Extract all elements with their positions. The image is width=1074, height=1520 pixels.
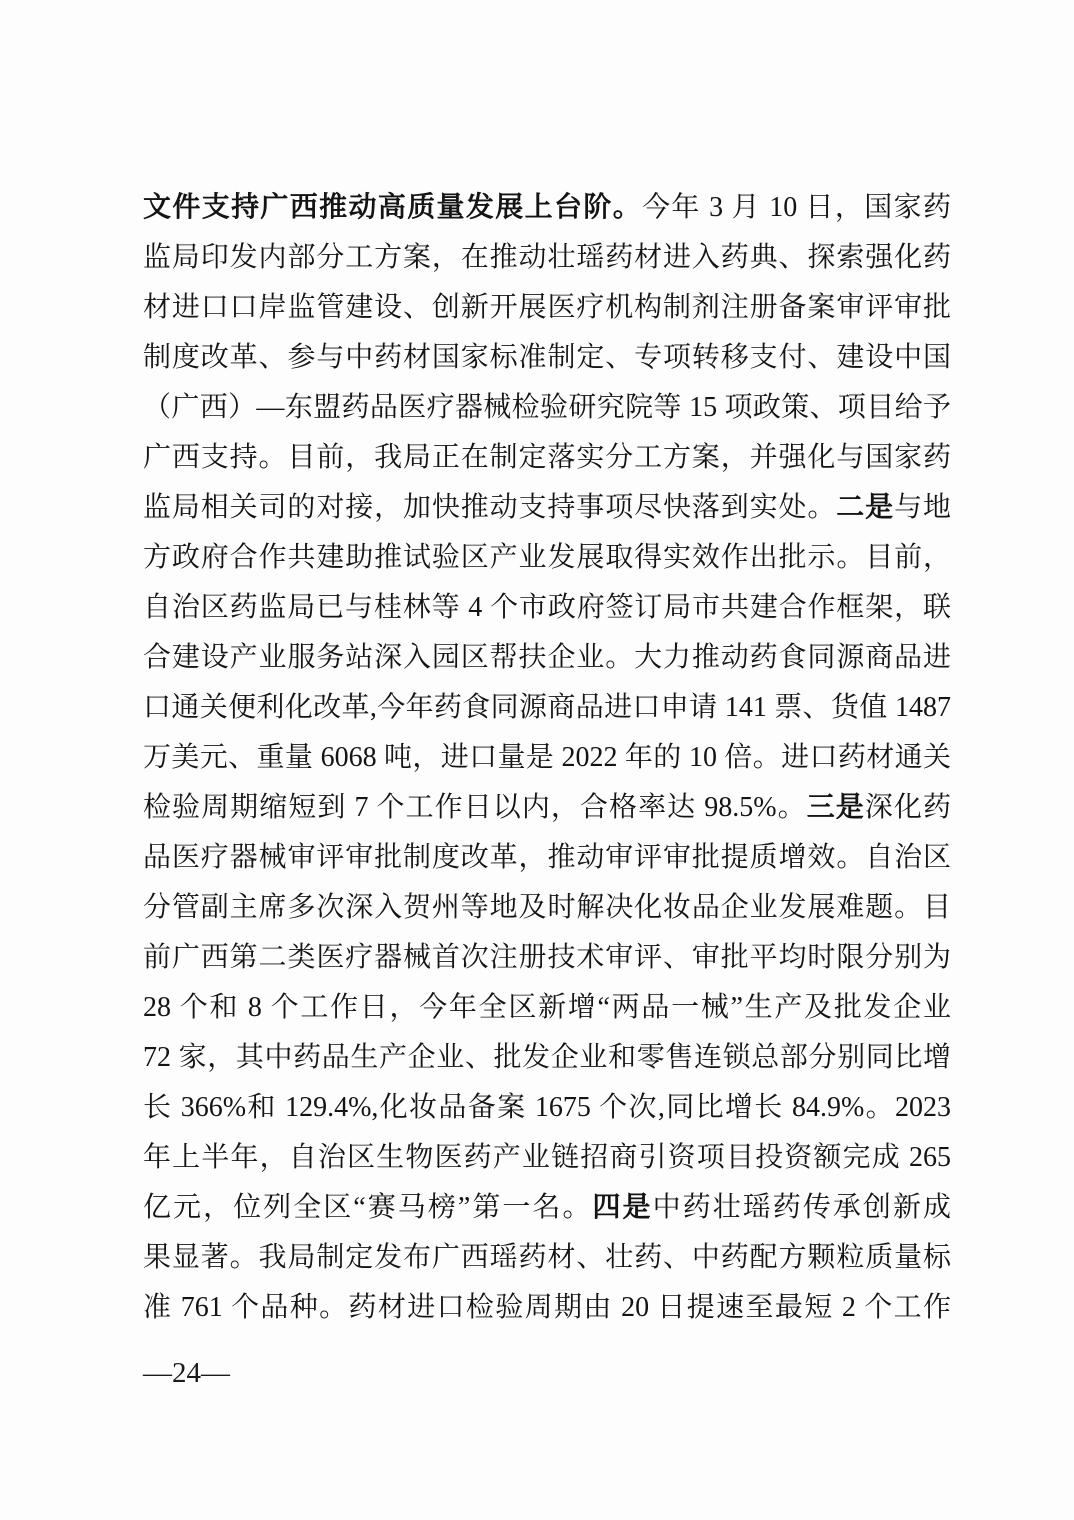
text-line <box>143 983 951 1033</box>
text-segment: 检验周期缩短到 7 个工作日以内，合格率达 98.5%。 <box>143 792 807 823</box>
bold-text-segment: 二是 <box>836 492 895 523</box>
text-line <box>143 1133 951 1183</box>
text-segment: 28 个和 8 个工作日，今年全区新增“两品一械”生产及批发企业 <box>143 992 951 1023</box>
text-segment: 广西支持。目前，我局正在制定落实分工方案，并强化与国家药 <box>143 442 951 473</box>
text-line <box>143 383 951 433</box>
text-segment: 长 366%和 129.4%,化妆品备案 1675 个次,同比增长 84.9%。2023 <box>143 1092 951 1123</box>
text-segment: 中药壮瑶药传承创新成 <box>652 1192 951 1223</box>
text-block <box>143 183 951 1333</box>
text-line <box>143 233 951 283</box>
text-line <box>143 183 951 233</box>
text-line <box>143 1183 951 1233</box>
text-line <box>143 333 951 383</box>
text-line <box>143 483 951 533</box>
text-segment: 监局相关司的对接，加快推动支持事项尽快落到实处。 <box>143 492 837 523</box>
text-segment: （广西）—东盟药品医疗器械检验研究院等 15 项政策、项目给予 <box>143 392 951 423</box>
text-segment: 品医疗器械审评审批制度改革，推动审评审批提质增效。自治区 <box>143 842 951 873</box>
text-segment: 准 761 个品种。药材进口检验周期由 20 日提速至最短 2 个工作 <box>143 1292 951 1323</box>
text-line <box>143 1283 951 1333</box>
page-number: —24— <box>143 1357 230 1389</box>
text-line <box>143 883 951 933</box>
bold-text-segment: 三是 <box>806 792 865 823</box>
text-segment: 72 家，其中药品生产企业、批发企业和零售连锁总部分别同比增 <box>143 1042 951 1073</box>
text-line <box>143 1083 951 1133</box>
text-segment: 今年 3 月 10 日，国家药 <box>642 192 951 223</box>
text-segment: 监局印发内部分工方案，在推动壮瑶药材进入药典、探索强化药 <box>143 242 951 273</box>
text-line <box>143 833 951 883</box>
text-segment: 方政府合作共建助推试验区产业发展取得实效作出批示。目前， <box>143 542 951 573</box>
text-segment: 合建设产业服务站深入园区帮扶企业。大力推动药食同源商品进 <box>143 642 951 673</box>
text-line <box>143 633 951 683</box>
text-line <box>143 1033 951 1083</box>
text-line <box>143 1233 951 1283</box>
text-segment: 材进口口岸监管建设、创新开展医疗机构制剂注册备案审评审批 <box>143 292 951 323</box>
text-line <box>143 283 951 333</box>
text-line <box>143 933 951 983</box>
bold-text-segment: 四是 <box>592 1192 653 1223</box>
bold-text-segment: 文件支持广西推动高质量发展上台阶。 <box>143 192 643 223</box>
text-segment: 万美元、重量 6068 吨，进口量是 2022 年的 10 倍。进口药材通关 <box>143 742 951 773</box>
text-segment: 与地 <box>894 492 951 523</box>
text-line <box>143 683 951 733</box>
text-segment: 前广西第二类医疗器械首次注册技术审评、审批平均时限分别为 <box>143 942 951 973</box>
text-line <box>143 433 951 483</box>
text-line <box>143 533 951 583</box>
text-line <box>143 583 951 633</box>
text-segment: 口通关便利化改革,今年药食同源商品进口申请 141 票、货值 1487 <box>143 692 951 723</box>
text-segment: 年上半年，自治区生物医药产业链招商引资项目投资额完成 265 <box>143 1142 951 1173</box>
text-line <box>143 733 951 783</box>
text-segment: 自治区药监局已与桂林等 4 个市政府签订局市共建合作框架，联 <box>143 592 951 623</box>
text-segment: 深化药 <box>864 792 951 823</box>
text-segment: 亿元，位列全区“赛马榜”第一名。 <box>143 1192 593 1223</box>
text-segment: 果显著。我局制定发布广西瑶药材、壮药、中药配方颗粒质量标 <box>143 1242 951 1273</box>
text-segment: 分管副主席多次深入贺州等地及时解决化妆品企业发展难题。目 <box>143 892 951 923</box>
text-line <box>143 783 951 833</box>
text-segment: 制度改革、参与中药材国家标准制定、专项转移支付、建设中国 <box>143 342 951 373</box>
